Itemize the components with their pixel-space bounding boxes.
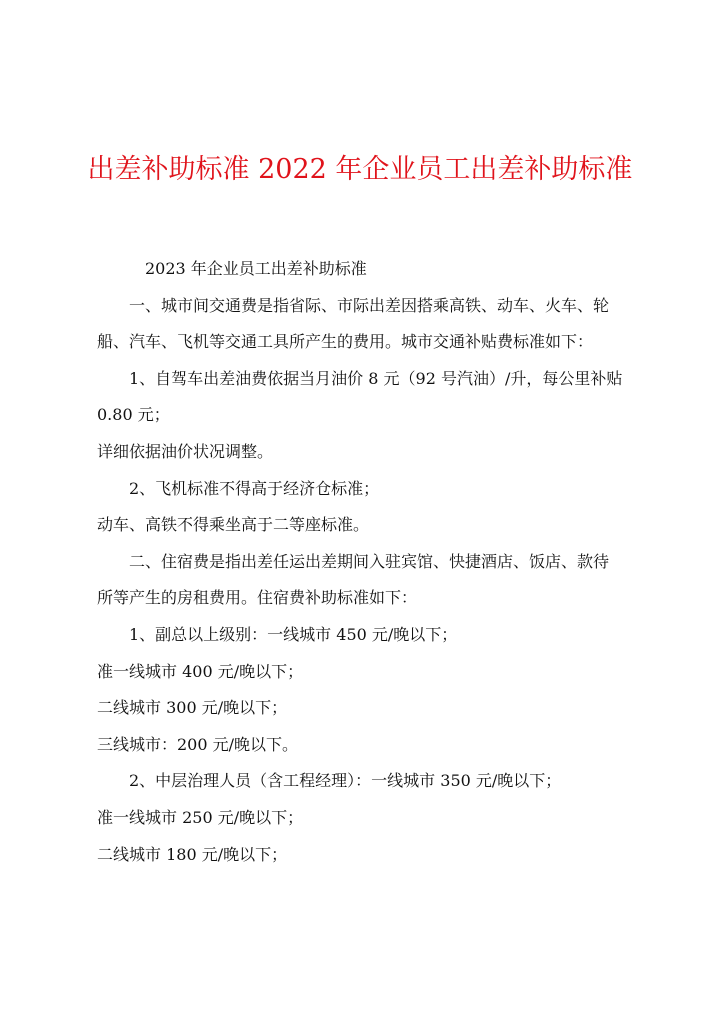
- paragraph-line: 动车、高铁不得乘坐高于二等座标准。: [97, 515, 370, 535]
- paragraph-line: 二线城市 180 元/晚以下；: [97, 844, 288, 864]
- paragraph-line: 1、自驾车出差油费依据当月油价 8 元（92 号汽油）/升，每公里补贴: [129, 368, 623, 388]
- paragraph-line: 二线城市 300 元/晚以下；: [97, 698, 288, 718]
- paragraph-line: 详细依据油价状况调整。: [97, 441, 274, 461]
- paragraph-line: 1、副总以上级别：一线城市 450 元/晚以下；: [129, 624, 458, 644]
- document-title: 出差补助标准 2022 年企业员工出差补助标准: [87, 154, 633, 185]
- paragraph-line: 所等产生的房租费用。住宿费补助标准如下：: [97, 588, 418, 608]
- paragraph-line: 三线城市：200 元/晚以下。: [97, 734, 299, 754]
- subtitle-line: 2023 年企业员工出差补助标准: [145, 259, 367, 278]
- paragraph-line: 二、住宿费是指出差任运出差期间入驻宾馆、快捷酒店、饭店、款待: [129, 551, 610, 571]
- paragraph-line: 2、飞机标准不得高于经济仓标准；: [129, 478, 380, 498]
- paragraph-line: 一、城市间交通费是指省际、市际出差因搭乘高铁、动车、火车、轮: [129, 295, 610, 315]
- paragraph-line: 船、汽车、飞机等交通工具所产生的费用。城市交通补贴费标准如下：: [97, 332, 594, 352]
- paragraph-line: 0.80 元；: [97, 405, 170, 425]
- paragraph-line: 2、中层治理人员（含工程经理）：一线城市 350 元/晚以下；: [129, 771, 562, 791]
- paragraph-line: 准一线城市 400 元/晚以下；: [97, 661, 304, 681]
- paragraph-line: 准一线城市 250 元/晚以下；: [97, 807, 304, 827]
- document-body: [97, 251, 637, 873]
